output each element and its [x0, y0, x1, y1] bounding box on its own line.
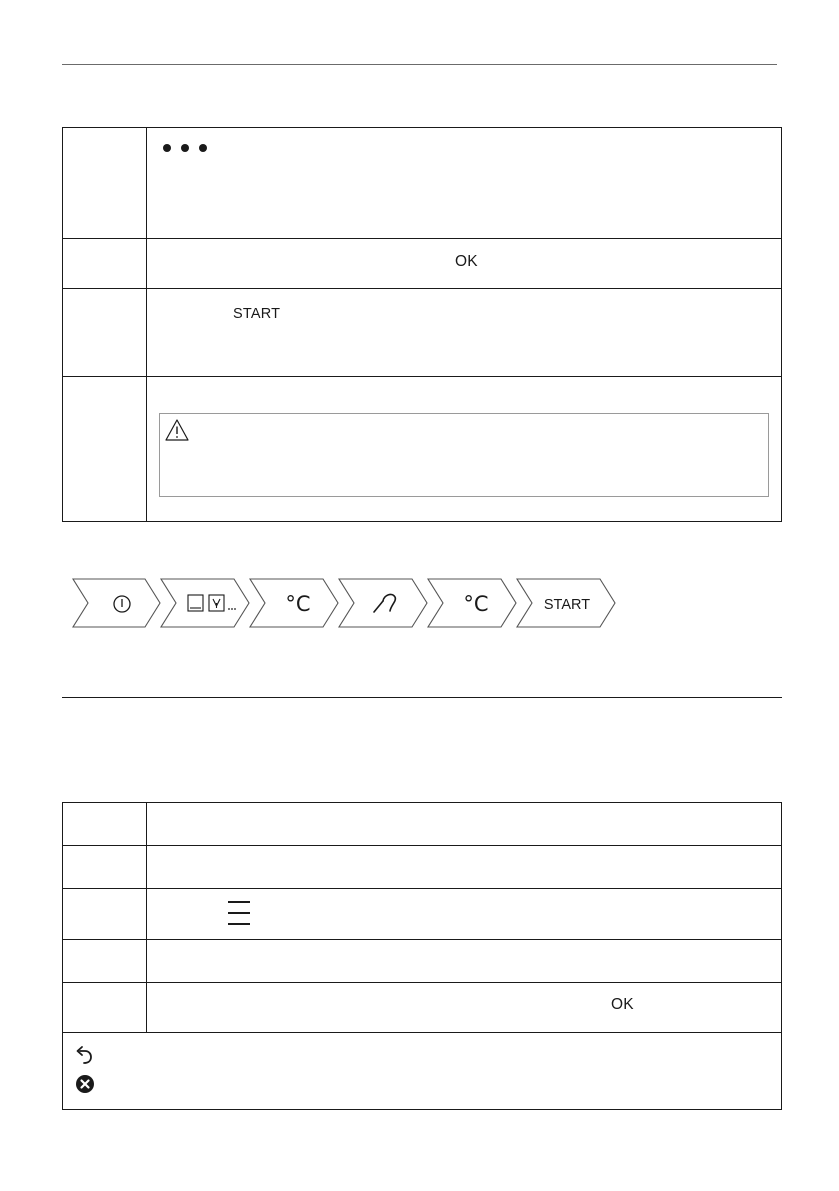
cancel-icon: [76, 1075, 94, 1093]
menu-icon: [227, 900, 251, 926]
step-number-cell: [63, 289, 147, 377]
start-step-label: START: [543, 597, 591, 613]
section-rule: [62, 697, 782, 698]
step-text-cell: [147, 983, 782, 1033]
note-box: [62, 1032, 782, 1110]
step-number-cell: [63, 377, 147, 522]
step-text-cell: [147, 889, 782, 940]
table-row: [63, 803, 782, 846]
step-text-cell: [147, 940, 782, 983]
step-number-cell: [63, 239, 147, 289]
more-functions-icon: [228, 608, 236, 610]
ok-button-label: OK: [611, 996, 634, 1013]
table-row: [63, 889, 782, 940]
operation-sequence-diagram: [70, 577, 620, 629]
back-arrow-icon: [75, 1045, 93, 1065]
settings-steps-table: [62, 802, 782, 1033]
start-button-label: START: [233, 306, 281, 322]
step-number-cell: [63, 128, 147, 239]
ok-button-label: OK: [455, 253, 478, 270]
step-text-cell: [147, 128, 782, 239]
step-text-cell: [147, 803, 782, 846]
step-number-cell: [63, 889, 147, 940]
setup-steps-table: [62, 127, 782, 522]
step-probe: [339, 579, 427, 627]
step-text-cell: [147, 239, 782, 289]
warning-box: [159, 413, 769, 497]
step-number-cell: [63, 983, 147, 1033]
table-row: [63, 128, 782, 239]
step-number-cell: [63, 803, 147, 846]
step-function: [161, 579, 249, 627]
table-row: [63, 846, 782, 889]
table-row: [63, 289, 782, 377]
step-text-cell: [147, 377, 782, 522]
step-number-cell: [63, 940, 147, 983]
core-temperature-label: °C: [463, 592, 489, 616]
table-row: [63, 983, 782, 1033]
table-row: [63, 239, 782, 289]
table-row: [63, 377, 782, 522]
table-row: [63, 940, 782, 983]
step-number-cell: [63, 846, 147, 889]
header-rule: [62, 64, 777, 65]
temperature-label: °C: [285, 592, 311, 616]
warning-triangle-icon: [164, 418, 190, 442]
three-dots-icon: [163, 144, 207, 152]
step-power: [73, 579, 160, 627]
step-text-cell: [147, 846, 782, 889]
step-text-cell: [147, 289, 782, 377]
